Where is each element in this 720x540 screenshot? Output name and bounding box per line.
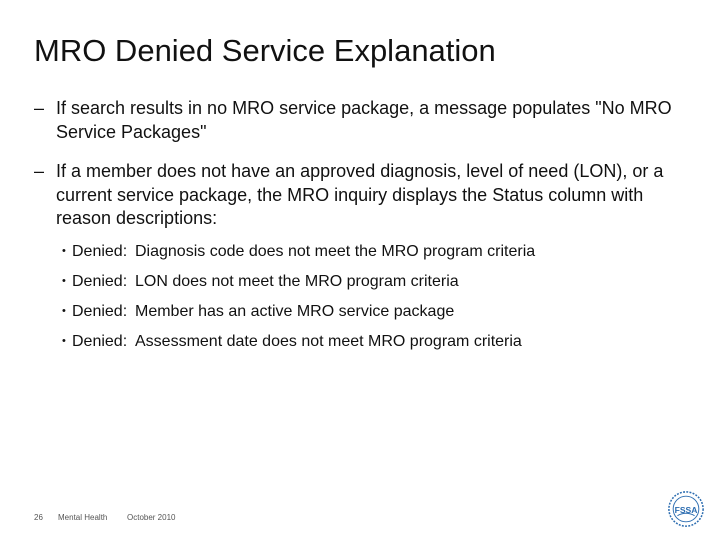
bullet-text: If search results in no MRO service package, a message populates "No MRO Service Packages" xyxy=(56,98,672,142)
dash-marker: – xyxy=(34,161,45,181)
denial-reason-item xyxy=(62,301,674,321)
bullet-marker: • xyxy=(62,274,66,287)
bullet-marker: • xyxy=(62,304,66,317)
denial-reason-item xyxy=(62,271,674,291)
denial-prefix: Denied: xyxy=(72,272,128,290)
slide-title: MRO Denied Service Explanation xyxy=(34,33,496,68)
denial-reason-text: Diagnosis code does not meet the MRO program criteria xyxy=(135,242,536,260)
denial-reason-text: LON does not meet the MRO program criteria xyxy=(135,272,459,290)
denial-reason-text: Member has an active MRO service package xyxy=(135,302,455,320)
fssa-seal-icon xyxy=(667,490,705,528)
denial-prefix: Denied: xyxy=(72,302,128,320)
footer-department: Mental Health xyxy=(58,513,108,522)
denial-reason-text: Assessment date does not meet MRO program criteria xyxy=(135,332,522,350)
logo-text: FSSA xyxy=(674,504,698,515)
denial-reason-item xyxy=(62,331,674,351)
denial-reason-item xyxy=(62,241,674,261)
bullet-marker: • xyxy=(62,334,66,347)
denial-prefix: Denied: xyxy=(72,332,128,350)
bullet-marker: • xyxy=(62,244,66,257)
footer-date: October 2010 xyxy=(127,513,176,522)
page-number: 26 xyxy=(34,513,43,522)
dash-marker: – xyxy=(34,98,45,118)
denial-prefix: Denied: xyxy=(72,242,128,260)
denial-reason-list xyxy=(62,241,674,351)
bullet-text: If a member does not have an approved diagnosis, level of need (LON), or a current service package, the MRO inquiry displays the Status column with reason descriptions: xyxy=(56,161,664,228)
bullet-list xyxy=(34,97,674,369)
bullet-item-no-package xyxy=(34,97,674,144)
bullet-item-denied-reasons xyxy=(34,160,674,351)
